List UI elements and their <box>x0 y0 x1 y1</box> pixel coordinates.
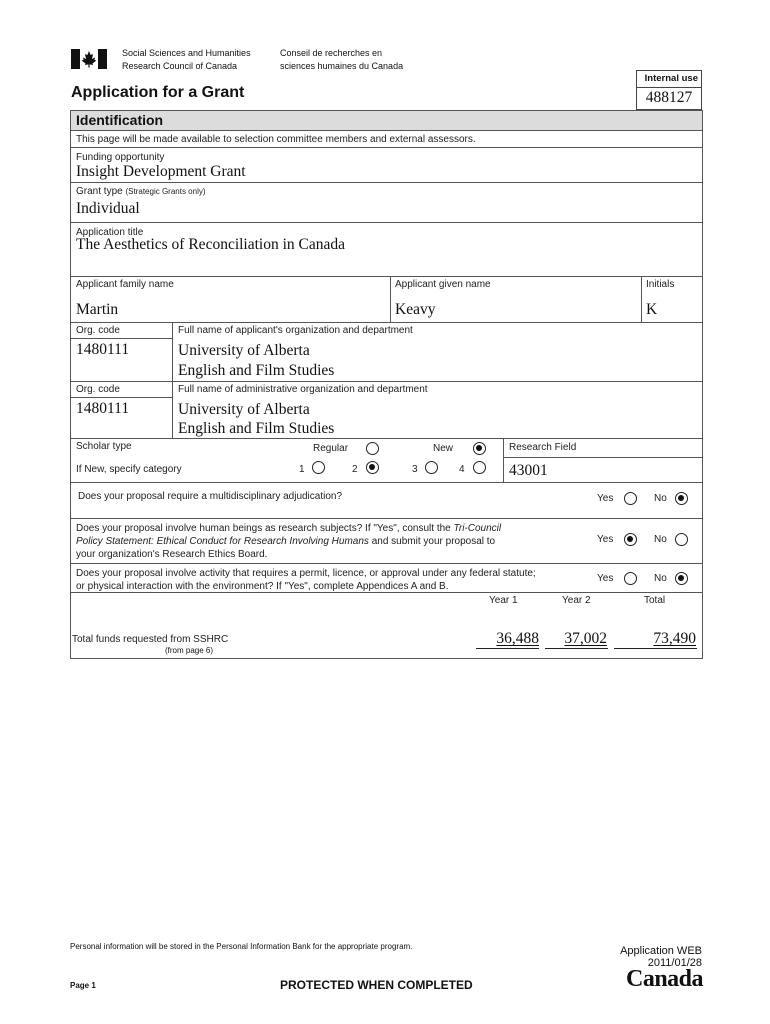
section-header-bar <box>71 111 702 130</box>
funding-opportunity-field[interactable]: Insight Development Grant <box>76 163 246 180</box>
category-label: If New, specify category <box>76 464 182 475</box>
q3-line1: Does your proposal involve activity that requires a permit, licence, or approval under any federal statute; <box>76 568 536 579</box>
agency-fr-line2: sciences humaines du Canada <box>280 61 404 71</box>
category-3-label: 3 <box>412 464 418 475</box>
category-2-radio[interactable] <box>366 461 379 474</box>
org1-name-field[interactable] <box>178 341 334 381</box>
form-title: Application for a Grant <box>71 84 245 101</box>
research-field-label: Research Field <box>509 442 577 453</box>
grant-type-field[interactable]: Individual <box>76 200 140 217</box>
agency-name-en <box>122 47 251 73</box>
year2-amount[interactable]: 37,002 <box>564 630 607 647</box>
q2-line3: your organization's Research Ethics Board. <box>76 549 268 560</box>
org2-name-line2: English and Film Studies <box>178 420 335 437</box>
q3-no-label: No <box>654 573 667 584</box>
given-name-field[interactable]: Keavy <box>395 301 436 318</box>
internal-use-label: Internal use <box>637 71 701 88</box>
org2-code-label: Org. code <box>76 384 120 395</box>
category-4-radio[interactable] <box>473 461 486 474</box>
family-name-field[interactable]: Martin <box>76 301 119 318</box>
q1-yes-label: Yes <box>597 493 614 504</box>
year1-label: Year 1 <box>489 595 518 606</box>
given-name-label: Applicant given name <box>395 279 491 290</box>
org2-name-label: Full name of administrative organization and department <box>178 384 428 395</box>
q2-text <box>76 522 566 561</box>
grant-type-label-text: Grant type <box>76 186 123 197</box>
agency-en-line1: Social Sciences and Humanities <box>122 48 251 58</box>
category-3-radio[interactable] <box>425 461 438 474</box>
internal-use-value: 488127 <box>645 89 693 106</box>
q2-yes-radio[interactable] <box>624 533 637 546</box>
canada-wordmark: Canada <box>626 966 704 992</box>
q1-yes-radio[interactable] <box>624 492 637 505</box>
org2-name-line1: University of Alberta <box>178 401 310 418</box>
family-name-label: Applicant family name <box>76 279 174 290</box>
q1-no-radio[interactable] <box>675 492 688 505</box>
total-amount[interactable]: 73,490 <box>653 630 696 647</box>
year1-amount[interactable]: 36,488 <box>496 630 539 647</box>
q1-no-label: No <box>654 493 667 504</box>
org2-name-field[interactable] <box>178 400 334 438</box>
from-page-note: (from page 6) <box>165 646 214 655</box>
total-funds-label: Total funds requested from SSHRC <box>72 634 229 645</box>
org2-code-field[interactable]: 1480111 <box>76 400 130 417</box>
scholar-new-radio[interactable] <box>473 442 486 455</box>
regular-label: Regular <box>313 443 349 454</box>
application-title-field[interactable]: The Aesthetics of Reconciliation in Canada <box>76 236 346 253</box>
q3-no-radio[interactable] <box>675 572 688 585</box>
privacy-note: Personal information will be stored in the Personal Information Bank for the appropriate program. <box>70 942 413 951</box>
q3-text <box>76 567 536 593</box>
scholar-type-label: Scholar type <box>76 441 132 452</box>
research-field-field[interactable]: 43001 <box>509 462 548 479</box>
application-title-label: Application title <box>76 227 144 238</box>
org1-name-line1: University of Alberta <box>178 342 310 359</box>
version-line2: 2011/01/28 <box>647 957 702 969</box>
q3-line2: or physical interaction with the environment? If "Yes", complete Appendices A and B. <box>76 581 449 592</box>
initials-field[interactable]: K <box>646 301 658 318</box>
version-line1: Application WEB <box>620 945 702 957</box>
q3-yes-radio[interactable] <box>624 572 637 585</box>
q1-text: Does your proposal require a multidisciplinary adjudication? <box>78 491 343 502</box>
protected-label: PROTECTED WHEN COMPLETED <box>280 978 473 992</box>
page-number: Page 1 <box>70 981 96 990</box>
q3-yes-label: Yes <box>597 573 614 584</box>
grant-type-note: (Strategic Grants only) <box>125 187 206 196</box>
category-1-radio[interactable] <box>312 461 325 474</box>
org1-code-label: Org. code <box>76 325 120 336</box>
category-4-label: 4 <box>459 464 465 475</box>
section-title: Identification <box>76 112 164 128</box>
q2-line1: Does your proposal involve human beings as research subjects? If "Yes", consult the <box>76 523 451 534</box>
year2-label: Year 2 <box>562 595 591 606</box>
funding-opportunity-label: Funding opportunity <box>76 152 165 163</box>
q2-no-radio[interactable] <box>675 533 688 546</box>
q2-line1-italic: Tri-Council <box>453 523 502 534</box>
grant-type-label <box>76 186 206 197</box>
initials-label: Initials <box>646 279 675 290</box>
q2-no-label: No <box>654 534 667 545</box>
org1-code-field[interactable]: 1480111 <box>76 341 130 358</box>
category-2-label: 2 <box>352 464 358 475</box>
agency-fr-line1: Conseil de recherches en <box>280 48 383 58</box>
category-1-label: 1 <box>299 464 305 475</box>
agency-en-line2: Research Council of Canada <box>122 61 238 71</box>
total-label: Total <box>644 595 666 606</box>
internal-use-box <box>636 70 702 110</box>
scholar-regular-radio[interactable] <box>366 442 379 455</box>
q2-line2-italic: Policy Statement: Ethical Conduct for Research Involving Humans <box>76 536 369 547</box>
new-label: New <box>433 443 454 454</box>
org1-name-line2: English and Film Studies <box>178 362 335 379</box>
notice-text: This page will be made available to selection committee members and external assessors. <box>76 134 476 145</box>
org1-name-label: Full name of applicant's organization and department <box>178 325 413 336</box>
q2-line2-rest: and submit your proposal to <box>371 536 496 547</box>
agency-name-fr <box>280 47 403 73</box>
canada-flag-icon <box>71 49 107 69</box>
q2-yes-label: Yes <box>597 534 614 545</box>
